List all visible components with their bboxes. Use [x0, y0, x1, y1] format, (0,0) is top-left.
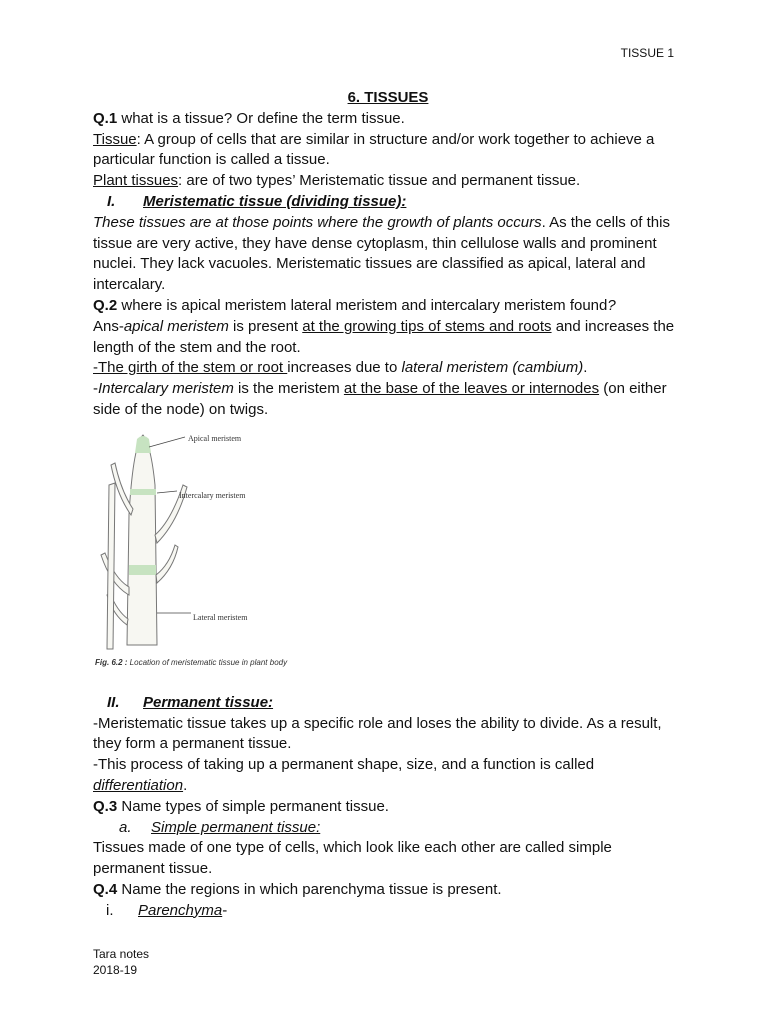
label-apical-meristem: Apical meristem	[188, 433, 242, 443]
definition-term: differentiation	[93, 776, 184, 794]
main-stem	[127, 435, 157, 645]
label-lateral-meristem: Lateral meristem	[193, 612, 248, 622]
subsection-parenchyma	[93, 901, 683, 922]
answer-text: (on either side of the node) on twigs.	[93, 380, 667, 418]
subsection-dash: -	[222, 901, 228, 919]
intercalary-band-2	[129, 565, 156, 575]
side-stem	[107, 483, 115, 649]
figure-number: Fig. 6.2 :	[95, 657, 128, 667]
intercalary-band	[130, 489, 156, 495]
simple-permanent-definition: Tissues made of one type of cells, which look like each other are called simple permanent tissue.	[93, 839, 612, 878]
definition-text: : are of two types’ Meristematic tissue and permanent tissue.	[178, 172, 581, 190]
section-title: Permanent tissue:	[143, 693, 274, 711]
right-branch-lower	[156, 545, 178, 583]
page-footer	[93, 946, 149, 978]
question-mark: ?	[607, 296, 616, 314]
answer-term: Intercalary meristem	[98, 380, 234, 398]
section-heading-meristematic	[93, 192, 683, 213]
label-intercalary-meristem: Intercalary meristem	[179, 490, 246, 500]
question-number: Q.1	[93, 109, 118, 127]
definition-term: Tissue	[93, 130, 137, 148]
subsection-title: Simple permanent tissue:	[151, 818, 321, 836]
footer-author: Tara notes	[93, 947, 150, 961]
answer-intercalary	[93, 379, 683, 421]
page-header-label: TISSUE 1	[620, 46, 674, 60]
paragraph-text: -This process of taking up a permanent shape, size, and a function is called	[93, 756, 595, 774]
plant-tissues-line	[93, 171, 683, 192]
question-4	[93, 880, 683, 901]
left-branch-lower	[101, 553, 129, 595]
answer-text: is present	[228, 317, 303, 335]
paragraph-text: .	[183, 776, 188, 794]
footer-year: 2018-19	[93, 963, 138, 977]
permanent-para-2	[93, 755, 683, 797]
answer-lateral	[93, 358, 683, 379]
answer-apical	[93, 317, 683, 359]
answer-underlined: at the growing tips of stems and roots	[302, 317, 552, 335]
section-heading-permanent	[93, 693, 683, 714]
question-text: Name types of simple permanent tissue.	[117, 797, 389, 815]
question-3	[93, 797, 683, 818]
meristem-figure	[93, 423, 683, 693]
answer-prefix: -	[93, 380, 98, 398]
figure-caption	[95, 653, 287, 674]
question-text: Name the regions in which parenchyma tissue is present.	[117, 880, 502, 898]
page-title: 6. TISSUES	[347, 89, 429, 106]
leader-line-apical	[149, 437, 185, 447]
subsection-title: Parenchyma	[138, 901, 223, 919]
definition-text: : A group of cells that are similar in structure and/or work together to achieve a particular function is called a tissue.	[93, 130, 655, 169]
section-title: Meristematic tissue (dividing tissue):	[143, 192, 407, 210]
figure-caption-text: Location of meristematic tissue in plant body	[127, 657, 288, 667]
meristematic-paragraph	[93, 213, 683, 296]
permanent-para-1: -Meristematic tissue takes up a specific role and loses the ability to divide. As a result, they form a permanent tissue.	[93, 714, 662, 753]
document-body	[93, 88, 683, 922]
answer-text: and increases the length of the stem and the root.	[93, 317, 675, 356]
question-1	[93, 109, 683, 130]
apical-band	[135, 436, 151, 453]
answer-text: is the meristem	[233, 380, 344, 398]
answer-underlined: at the base of the leaves or internodes	[343, 380, 600, 398]
question-2	[93, 296, 683, 317]
tissue-definition	[93, 130, 683, 172]
subsection-simple-permanent	[93, 818, 683, 839]
answer-text: .	[583, 359, 588, 377]
question-number: Q.4	[93, 880, 118, 898]
section-number: I.	[107, 192, 116, 210]
answer-term: lateral meristem (cambium)	[401, 359, 584, 377]
section-number: II.	[107, 693, 120, 711]
answer-term: apical meristem	[123, 317, 229, 335]
subsection-number: i.	[106, 901, 114, 919]
definition-term: Plant tissues	[93, 172, 179, 190]
question-number: Q.2	[93, 296, 118, 314]
paragraph-italic: These tissues are at those points where the growth of plants occurs	[93, 213, 542, 231]
question-text: what is a tissue? Or define the term tissue.	[117, 109, 405, 127]
answer-underlined: -The girth of the stem or root	[93, 359, 288, 377]
subsection-number: a.	[119, 818, 132, 836]
paragraph-text: . As the cells of this tissue are very active, they have dense cytoplasm, thin cellulose walls and prominent nuclei. They lack vacuoles. Meristematic tissues are classified as apical, lateral and intercalary.	[93, 213, 670, 294]
answer-prefix: Ans-	[93, 317, 124, 335]
answer-text: increases due to	[287, 359, 402, 377]
leader-line-intercalary	[157, 491, 177, 493]
question-number: Q.3	[93, 797, 118, 815]
question-text: where is apical meristem lateral meristem and intercalary meristem found	[117, 296, 608, 314]
